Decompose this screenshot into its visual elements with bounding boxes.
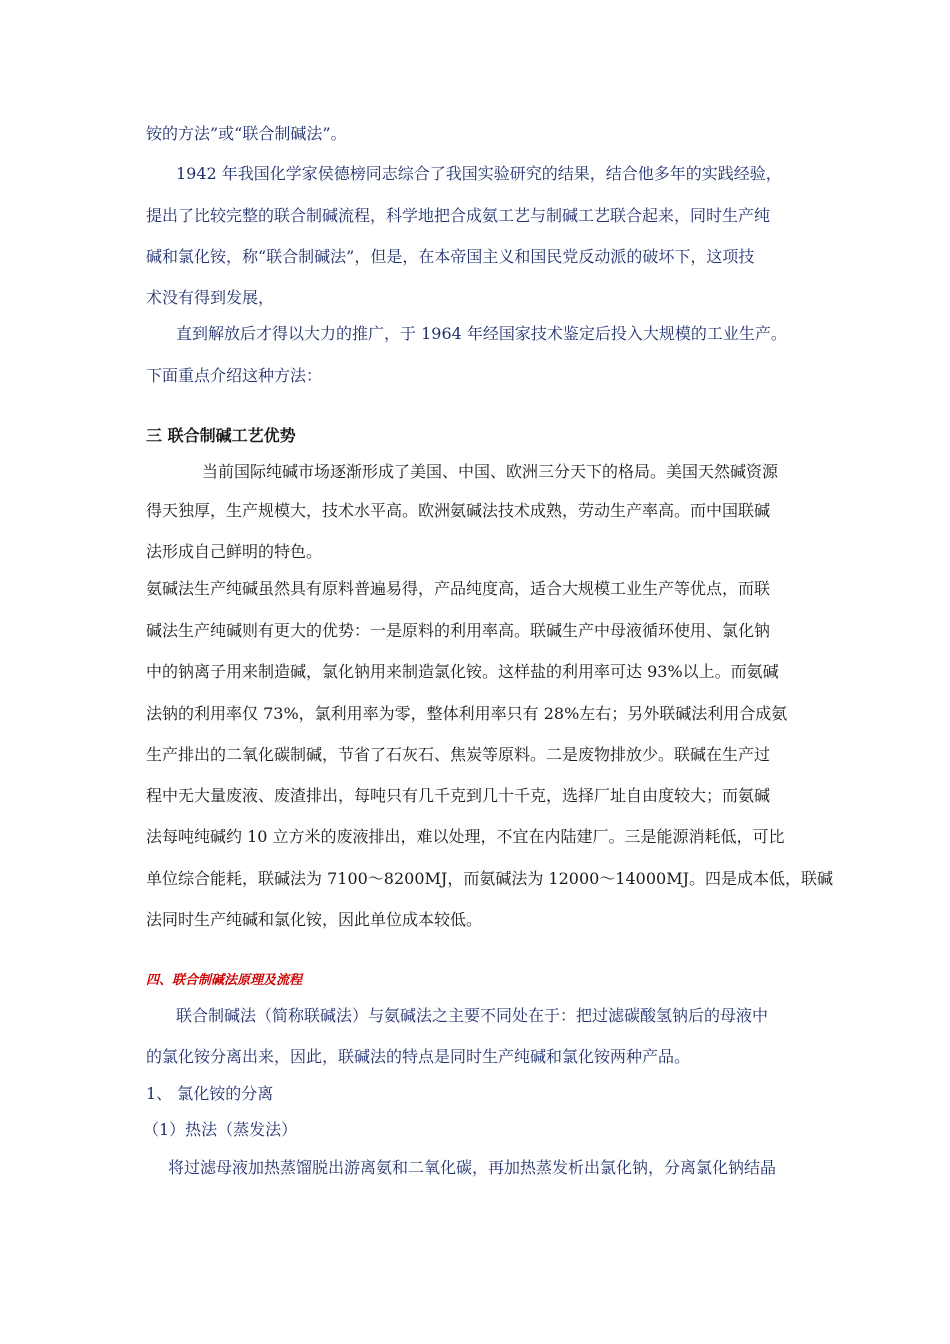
subheading: （1）热法（蒸发法） [143, 1120, 298, 1139]
text-line: 生产排出的二氧化碳制碱，节省了石灰石、焦炭等原料。二是废物排放少。联碱在生产过 [146, 745, 771, 764]
text-line: 提出了比较完整的联合制碱流程，科学地把合成氨工艺与制碱工艺联合起来，同时生产纯 [146, 206, 771, 225]
text-line: 碱法生产纯碱则有更大的优势：一是原料的利用率高。联碱生产中母液循环使用、氯化钠 [146, 621, 771, 640]
text-line: 碱和氯化铵，称“联合制碱法”，但是，在本帝国主义和国民党反动派的破坏下，这项技 [146, 247, 755, 266]
text-line: 铵的方法”或“联合制碱法”。 [146, 124, 347, 143]
text-line: 得天独厚，生产规模大，技术水平高。欧洲氨碱法技术成熟，劳动生产率高。而中国联碱 [146, 501, 771, 520]
text-line: 直到解放后才得以大力的推广，于 1964 年经国家技术鉴定后投入大规模的工业生产。 [176, 324, 787, 343]
text-line: 法同时生产纯碱和氯化铵，因此单位成本较低。 [146, 910, 483, 929]
text-line: 法钠的利用率仅 73%，氯利用率为零，整体利用率只有 28%左右；另外联碱法利用合成氨 [146, 704, 788, 723]
text-line: 单位综合能耗，联碱法为 7100～8200MJ，而氨碱法为 12000～14000MJ。四是成本低，联碱 [146, 869, 834, 888]
text-line: 下面重点介绍这种方法： [146, 366, 323, 385]
text-line: 法每吨纯碱约 10 立方米的废液排出，难以处理，不宜在内陆建厂。三是能源消耗低，可比 [146, 827, 785, 846]
text-line: 中的钠离子用来制造碱，氯化钠用来制造氯化铵。这样盐的利用率可达 93%以上。而氨碱 [146, 662, 779, 681]
text-line: 当前国际纯碱市场逐渐形成了美国、中国、欧洲三分天下的格局。美国天然碱资源 [202, 462, 779, 481]
text-line: 程中无大量废液、废渣排出，每吨只有几千克到几十千克，选择厂址自由度较大；而氨碱 [146, 786, 771, 805]
text-line: 1942 年我国化学家侯德榜同志综合了我国实验研究的结果，结合他多年的实践经验， [176, 164, 782, 183]
text-line: 法形成自己鲜明的特色。 [146, 542, 323, 561]
text-line: 术没有得到发展， [146, 288, 275, 307]
text-line: 联合制碱法（简称联碱法）与氨碱法之主要不同处在于：把过滤碳酸氢钠后的母液中 [176, 1006, 769, 1025]
section-heading: 四、联合制碱法原理及流程 [146, 973, 303, 988]
text-line: 的氯化铵分离出来，因此，联碱法的特点是同时生产纯碱和氯化铵两种产品。 [146, 1047, 691, 1066]
text-line: 氨碱法生产纯碱虽然具有原料普遍易得，产品纯度高，适合大规模工业生产等优点，而联 [146, 579, 771, 598]
section-heading: 三 联合制碱工艺优势 [146, 426, 296, 445]
text-line: 将过滤母液加热蒸馏脱出游离氨和二氧化碳，再加热蒸发析出氯化钠，分离氯化钠结晶 [168, 1158, 777, 1177]
subheading: 1、 氯化铵的分离 [146, 1084, 274, 1103]
